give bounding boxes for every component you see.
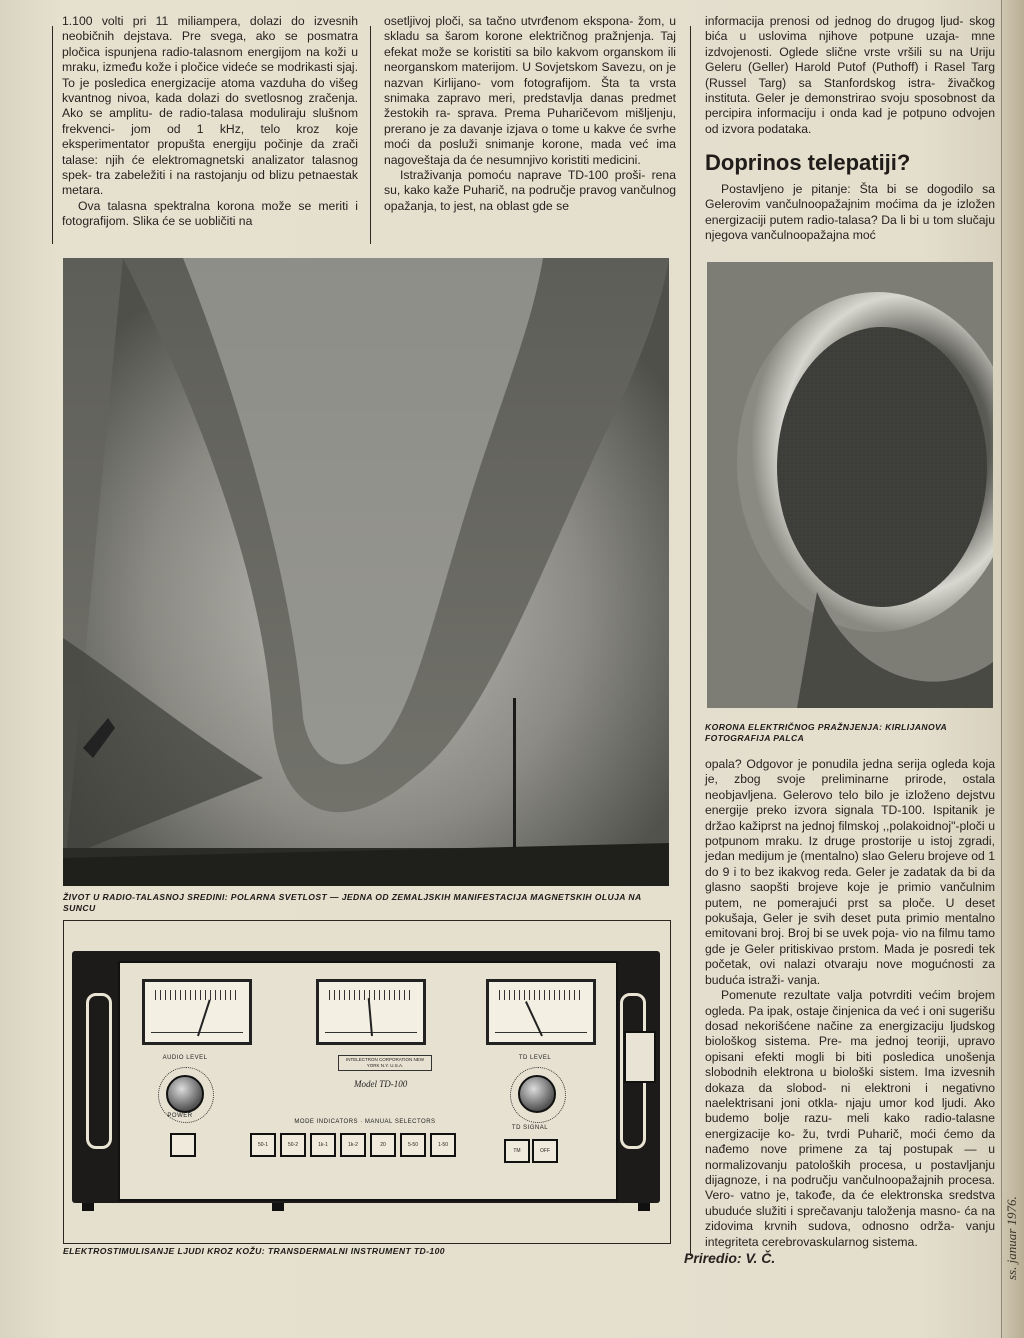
aurora-photo — [63, 258, 669, 886]
mode-label: MODE INDICATORS · MANUAL SELECTORS — [294, 1119, 436, 1125]
td-signal-label: TD SIGNAL — [511, 1125, 549, 1131]
mode-button[interactable]: 5-50 — [400, 1133, 426, 1157]
edge-handwriting: ss. januar 1976. — [1004, 1196, 1019, 1280]
manufacturer-plate: INTELECTRON CORPORATION NEW YORK N.Y. U.S.A. — [338, 1055, 432, 1071]
power-label: POWER — [167, 1113, 193, 1119]
column-rule — [690, 26, 691, 1256]
mode-button[interactable]: 50-2 — [280, 1133, 306, 1157]
audio-level-label: AUDIO LEVEL — [162, 1055, 208, 1061]
aurora-caption: ŽIVOT U RADIO-TALASNOJ SREDINI: POLARNA SVETLOST — JEDNA OD ZEMALJSKIH MANIFESTACIJA MAGNETSKIH OLUJA NA SUNCU — [63, 892, 642, 913]
paragraph: Istraživanja pomoću naprave TD-100 proši- rena su, kako kaže Puharič, na područje pravog vančulnog opažanja, to jest, na oblast gde se — [384, 168, 676, 213]
left-handle — [86, 993, 112, 1149]
audio-level-knob[interactable] — [166, 1075, 204, 1113]
mode-button[interactable]: 20 — [370, 1133, 396, 1157]
paragraph: 1.100 volti pri 11 miliampera, dolazi do izvesnih neobičnih dejstava. Pre svega, ako se posmatra pločica ispunjena radio-talasnom energijom na koži u mraku, između kože i pločice videće se modrikasti sjaj. To je posledica energizacije atoma vazduha do višeg kvantnog nivoa, kada dolazi do svetlosnog zračenja. Ako se amplitu- de radio-talasa moduliraju slušnom frekvenci- jom od 1 kHz, telo kroz koje eksperimentator propušta energiju počinje da zrači talase: njih će elektromagnetski analizator talasnog spek- tra zabeležiti i na rastojanju od blizu petnaestak metara. — [62, 14, 358, 198]
kirlian-image — [707, 262, 993, 708]
section-heading: Doprinos telepatiji? — [705, 150, 911, 175]
paragraph: opala? Odgovor je ponudila jedna serija ogleda koja je, zbog svoje preliminarne prirode, ostala neobjavljena. Gelerovo telo bilo je izloženo dejstvu energije preko izvora signala TD-100. Ispitanik je držao kažiprst na jednoj filmskoj ,,polakoidnoj"-ploči u potpunom mraku. Iz druge prostorije u istoj zgradi, jedan medijum je (mentalno) slao Geleru brojeve od 1 do 9 i to bez ikakvog reda. Geler je zadatak da bi da glasno saopšti brojeve koje je primio vančulnim putem, ne pomerajući prst sa ploče. U deset pokušaja, Geler je svih deset puta primio mentalno emitovani broj. Broj bi se uvek poja- vio na filmu tamo gde je Geler pritiskivao prstom. Mada je posredi tek početak, ovi nalazi otvaraju nove mogućnosti za buduća istraži- vanja. — [705, 757, 995, 987]
mode-button[interactable]: 50-1 — [250, 1133, 276, 1157]
article-column-3-mid — [705, 182, 995, 244]
power-button[interactable] — [170, 1133, 196, 1157]
paragraph: Ova talasna spektralna korona može se meriti i fotografijom. Slika će se uobličiti na — [62, 198, 358, 229]
kirlian-photo — [707, 262, 993, 708]
device-foot — [272, 1203, 284, 1211]
author-credit: Priredio: V. Č. — [684, 1250, 776, 1266]
article-column-2 — [384, 14, 676, 214]
device-foot — [82, 1203, 94, 1211]
td100-device — [72, 951, 660, 1203]
device-front-panel — [118, 961, 618, 1201]
signal-button[interactable]: OFF — [532, 1139, 558, 1163]
side-connector — [624, 1031, 656, 1083]
article-column-1 — [62, 14, 358, 230]
device-foot — [638, 1203, 650, 1211]
article-column-3-bottom — [705, 757, 995, 1250]
model-label: Model TD-100 — [354, 1079, 408, 1089]
mode-button[interactable]: 1k-2 — [340, 1133, 366, 1157]
mode-button[interactable]: 1k-1 — [310, 1133, 336, 1157]
audio-meter — [142, 979, 252, 1045]
td-level-knob[interactable] — [518, 1075, 556, 1113]
kirlian-caption: KORONA ELEKTRIČNOG PRAŽNJENJA: KIRLIJANOVA FOTOGRAFIJA PALCA — [705, 722, 947, 743]
td-level-label: TD LEVEL — [518, 1055, 552, 1061]
device-photo — [63, 920, 671, 1244]
td-meter — [486, 979, 596, 1045]
device-caption: ELEKTROSTIMULISANJE LJUDI KROZ KOŽU: TRANSDERMALNI INSTRUMENT TD-100 — [63, 1246, 445, 1256]
paragraph: osetljivoj ploči, sa tačno utvrđenom ekspona- žom, u skladu sa šarom korone električnog pražnjenja. Taj efekat može se koristiti sa bilo kakvom organskom ili neorganskom materijom. U Sovjetskom Savezu, on je nazvan Kirlijano- vom fotografijom. Šta ta vrsta snimaka zapravo meri, predstavlja danas predmet žestokih ra- sprava. Prema Puharičevom mišljenju, prerano je za davanje izjava o tome u kakve će svrhe moći da posluži snimanje korone, mada već ima nagoveštaja da će nesumnjivo koristiti medicini. — [384, 14, 676, 167]
article-column-3-top — [705, 14, 995, 137]
binding-edge — [1001, 0, 1024, 1338]
aurora-image — [63, 258, 669, 886]
paragraph: informacija prenosi od jednog do drugog ljud- skog bića u uslovima njihove potpune uzaja- mne izdvojenosti. Oglede slične vrste vršili su na Uriju Geleru (Geller) Harold Putof (Puthoff) i Rasel Targ (Russel Targ) sa Stanfordskog istra- živačkog instituta. Geler je demonstrirao svoju sposobnost da percipira informaciju i onda kad je potpuno odvojen od izvora podataka. — [705, 14, 995, 136]
paragraph: Pomenute rezultate valja potvrditi većim brojem ogleda. Pa ipak, ostaje činjenica da već i oni sugerišu dosad nekorišćene načine za energizaciju ljudskog biološkog sistema. Pre- ma jednoj teoriji, upravo opisani efekti mogli bi biti posledica unošenja slobodnih elektrona u biološki sistem. Ima izvesnih dokaza da slobod- ni elektroni i negativno naelektrisani joni otkla- njaju umor kod ljudi. Ako budemo bolje razu- meli kako radio-talasne energizacije ko- žu, tvrdi Puharič, moći ćemo da nađemo nove primene za taj postupak — u normalizovanju patoloških procesa, u postavljanju dijagnoze, i na području vančulnoopažajnih procesa. Vero- vatno je, takođe, da će elektronska sredstva ubuduće služiti i sprečavanju taloženja masno- ća na zidovima krvnih sudova, odnosno održa- vanju integriteta cerebrovaskularnog sistema. — [705, 988, 995, 1249]
signal-button[interactable]: TM — [504, 1139, 530, 1163]
column-rule — [52, 26, 53, 244]
column-rule — [370, 26, 371, 244]
center-meter — [316, 979, 426, 1045]
paragraph: Postavljeno je pitanje: Šta bi se dogodilo sa Gelerovim vančulnoopažajnim moćima da je izložen energizaciji putem radio-talasa? Da li bi u tom slučaju njegova vančulnoopažajna moć — [705, 182, 995, 243]
mode-button[interactable]: 1-50 — [430, 1133, 456, 1157]
